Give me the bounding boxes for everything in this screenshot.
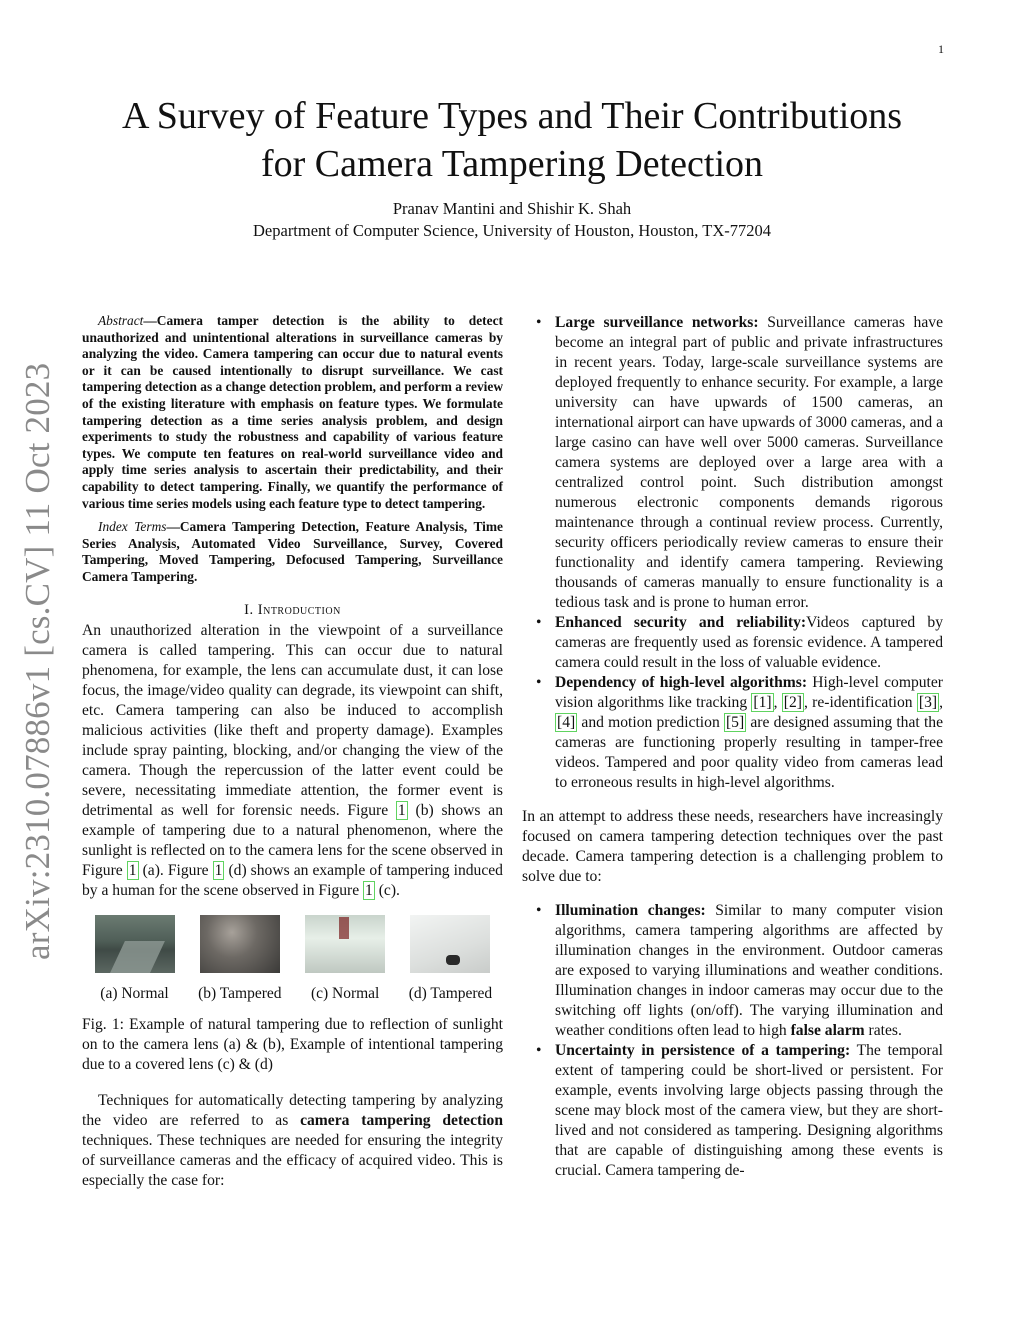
emphasis-term: camera tampering detection [300, 1111, 503, 1129]
left-column [82, 313, 503, 1191]
list-item [522, 613, 943, 673]
arxiv-stamp: arXiv:2310.07886v1 [cs.CV] 11 Oct 2023 [18, 362, 57, 960]
list-item [522, 313, 943, 613]
bullet-text: rates. [864, 1022, 902, 1039]
indoor-tampered-image [410, 915, 490, 973]
figure-1 [82, 915, 503, 1075]
intro-text: (b) shows an example of tampering due to a natural phenomenon, where the sunlight is reflected on to the camera lens for the scene observed in Figure [82, 801, 503, 879]
bullet-text: Similar to many computer vision algorithms, camera tampering algorithms are affected by illumination changes in the environment. Outdoor cameras are exposed to varying illuminations and weather conditions. Illumination changes in indoor cameras may occur due to the switching off lights (on/off). The varying illumination and weather conditions often lead to high [555, 902, 943, 1039]
bullet-text: The temporal extent of tampering could be short-lived or persistent. For example, events involving large objects passing through the scene may block most of the camera view, but they are short-lived and not considered as tampering. Designing algorithms that are capable of distinguishing among these events is crucial. Camera tampering de- [555, 1042, 943, 1179]
bullet-text: Surveillance cameras have become an integral part of public and private infrastructures in recent years. Today, large-scale surveillance systems are deployed frequently to enhance security. For example, a large university can have upwards of 1500 cameras, an international airport can have upwards of 3000 cameras, and a large casino can have well over 5000 cameras. Surveillance camera systems are deployed over a large area with a centralized control point. Such distribution amongst numerous electronic components demands rigorous maintenance through a continual review process. Currently, security officers periodically review cameras to ensure their functionality and identify camera tampering. Reviewing thousands of cameras manually to ensure functionality is a tedious task and is prone to human error. [555, 314, 943, 611]
figure-ref-link[interactable]: 1 [397, 801, 406, 819]
right-column [522, 313, 943, 1181]
paragraph-text: techniques. These techniques are needed for ensuring the integrity of surveillance cameras and the efficacy of acquired video. This is especially the case for: [82, 1131, 503, 1189]
index-terms-label: Index Terms [98, 519, 167, 535]
bullet-title: Large surveillance networks: [555, 314, 759, 331]
needs-list [522, 313, 943, 793]
citation-link[interactable]: [4] [557, 714, 576, 731]
intro-text: (a). Figure [138, 861, 213, 879]
paper-title [60, 92, 964, 188]
citation-link[interactable]: [3] [918, 694, 938, 711]
page-number: 1 [938, 42, 944, 56]
index-terms-text: —Camera Tampering Detection, Feature Analysis, Time Series Analysis, Automated Video Surveillance, Survey, Covered Tampering, Moved Tampering, Defocused Tampering, Surveillance Camera Tampering. [82, 519, 503, 584]
subfigure-caption: (b) Tampered [198, 984, 282, 1002]
subfigure-c [293, 915, 398, 1003]
challenges-list [522, 901, 943, 1181]
emphasis-term: false alarm [790, 1022, 865, 1039]
bullet-text: Videos captured by cameras are frequently used as forensic evidence. A tampered camera could result in the loss of valuable evidence. [555, 614, 943, 671]
bullet-title: Enhanced security and reliability: [555, 614, 807, 631]
bullet-icon: • [536, 314, 542, 331]
outdoor-tampered-image [200, 915, 280, 973]
subfigure-caption: (d) Tampered [408, 984, 493, 1002]
intro-text: An unauthorized alteration in the viewpoint of a surveillance camera is called tampering. This can occur due to natural phenomena, for example, the lens can accumulate dust, it can lose focus, the image/video quality can degrade, its viewpoint can shift, etc. Camera tampering can also be induced to accomplish malicious activities (like theft and property damage). Examples include spray painting, blocking, and/or changing the view of the camera. Though the repercussion of the latter event could be severe, necessitating immediate attention, the former event is detrimental as well for forensic needs. Figure [82, 621, 503, 819]
bullet-icon: • [536, 614, 542, 631]
abstract-text: —Camera tamper detection is the ability to detect unauthorized and unintentional alterations in surveillance cameras by analyzing the video. Camera tampering can occur due to natural events or it can be caused intentionally to disrupt surveillance. We cast tampering detection as a change detection problem, and perform a review of the existing literature with emphasis on feature types. We formulate tampering detection as a time series analysis problem, and design experiments to study the robustness and capability of various feature types. We compute ten features on real-world surveillance video and apply time series analysis to ascertain their predictability, and their capability to detect tampering. Finally, we quantify the performance of various time series models using each feature type to detect tampering. [82, 313, 503, 511]
bullet-text: , [773, 694, 782, 711]
index-terms [82, 519, 503, 585]
subfigure-a [82, 915, 187, 1003]
bullet-text: are designed assuming that the cameras are functioning properly resulting in tamper-free videos. Tampered and poor quality video from cameras lead to erroneous results in high-level algorithms. [555, 714, 943, 791]
bullet-title: Dependency of high-level algorithms: [555, 674, 808, 691]
figure-ref-link[interactable]: 1 [128, 861, 137, 879]
bullet-icon: • [536, 1042, 542, 1059]
authors: Pranav Mantini and Shishir K. Shah [392, 199, 632, 218]
bullet-text: , re-identification [803, 694, 917, 711]
subfigure-caption: (a) Normal [100, 984, 169, 1002]
techniques-paragraph [82, 1091, 503, 1191]
attempt-paragraph: In an attempt to address these needs, researchers have increasingly focused on camera tampering detection techniques over the past decade. Camera tampering detection is a challenging problem to solve due to: [522, 808, 943, 885]
affiliation: Department of Computer Science, University of Houston, Houston, TX-77204 [253, 221, 771, 240]
subfigure-d [398, 915, 503, 1003]
citation-link[interactable]: [2] [783, 694, 802, 711]
list-item [522, 901, 943, 1041]
list-item [522, 1041, 943, 1181]
abstract [82, 313, 503, 512]
bullet-text: High-level computer vision algorithms like tracking [555, 674, 943, 711]
section-title: Introduction [257, 601, 341, 618]
bullet-text: , [939, 694, 943, 711]
citation-link[interactable]: [5] [725, 714, 745, 731]
subfigure-b [187, 915, 292, 1003]
intro-text: (c). [374, 881, 400, 899]
outdoor-normal-image [95, 915, 175, 973]
bullet-text: and motion prediction [577, 714, 724, 731]
citation-link[interactable]: [1] [753, 694, 772, 711]
subfigure-caption: (c) Normal [310, 984, 380, 1002]
intro-text: (d) shows an example of tampering induced by a human for the scene observed in Figure [82, 861, 503, 899]
section-number: I. [244, 601, 254, 618]
title-line-2: for Camera Tampering Detection [260, 143, 764, 185]
figure-ref-link[interactable]: 1 [365, 881, 373, 899]
abstract-label: Abstract [98, 313, 144, 328]
title-line-1: A Survey of Feature Types and Their Contributions [121, 95, 903, 137]
section-heading [82, 602, 503, 619]
subfigure-row [82, 915, 503, 1003]
bullet-icon: • [536, 902, 542, 919]
bullet-title: Uncertainty in persistence of a tampering: [555, 1042, 851, 1059]
bullet-icon: • [536, 674, 542, 691]
figure-caption: Fig. 1: Example of natural tampering due to reflection of sunlight on to the camera lens (a) & (b), Example of intentional tampering due to a covered lens (c) & (d) [82, 1015, 503, 1073]
intro-paragraph [82, 621, 503, 901]
figure-ref-link[interactable]: 1 [214, 861, 223, 879]
bullet-title: Illumination changes: [555, 902, 706, 919]
list-item [522, 673, 943, 793]
indoor-normal-image [305, 915, 385, 973]
paragraph-text: Techniques for automatically detecting tampering by analyzing the video are referred to as [82, 1091, 503, 1129]
